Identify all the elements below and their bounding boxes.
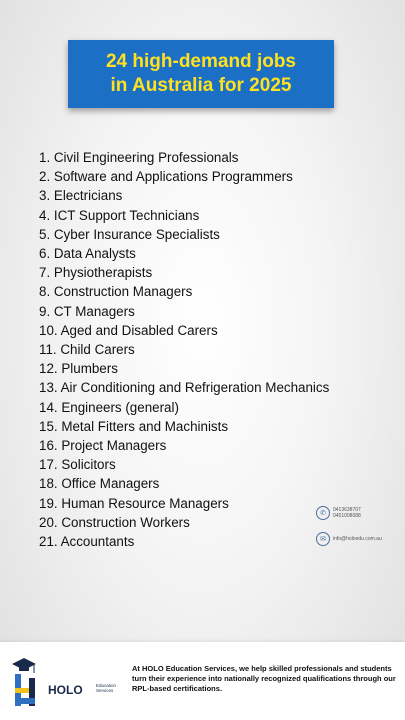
holo-logo	[10, 656, 130, 711]
job-item: 19. Human Resource Managers	[39, 495, 229, 511]
job-item: 1. Civil Engineering Professionals	[39, 150, 239, 165]
job-item: 3. Electricians	[39, 188, 123, 204]
title-line-2: in Australia for 2025	[110, 75, 292, 96]
job-item: 5. Cyber Insurance Specialists	[39, 226, 220, 242]
email-icon: ✉	[316, 532, 330, 546]
job-item: 16. Project Managers	[39, 438, 167, 454]
job-item: 8. Construction Managers	[39, 284, 193, 300]
job-item: 15. Metal Fitters and Machinists	[39, 418, 229, 434]
job-item: 10. Aged and Disabled Carers	[39, 322, 218, 338]
job-item: 2. Software and Applications Programmers	[39, 169, 293, 185]
logo-subtitle: Education Services	[96, 683, 117, 693]
job-item: 20. Construction Workers	[39, 514, 190, 530]
email-row	[316, 529, 382, 549]
job-item: 14. Engineers (general)	[39, 399, 179, 415]
phone-number-2[interactable]: 0451008088	[333, 513, 361, 519]
job-item: 7. Physiotherapists	[39, 265, 153, 281]
job-item: 12. Plumbers	[39, 361, 118, 377]
footer	[0, 642, 405, 720]
job-item: 17. Solicitors	[39, 457, 116, 473]
email-address[interactable]: info@holoedu.com.au	[333, 536, 382, 542]
footer-description: At HOLO Education Services, we help skilled professionals and students turn their experience into nationally recognized qualifications through our RPL-based certifications.	[132, 664, 396, 693]
phone-number-1[interactable]: 0413638707	[333, 507, 361, 513]
jobs-list	[39, 148, 329, 551]
job-item: 11. Child Carers	[39, 342, 135, 358]
phone-icon: ✆	[316, 506, 330, 520]
job-item: 9. CT Managers	[39, 303, 135, 319]
job-item: 21. Accountants	[39, 534, 135, 550]
phone-row	[316, 503, 382, 523]
title-line-1: 24 high-demand jobs	[105, 51, 297, 72]
job-item: 4. ICT Support Technicians	[39, 207, 200, 223]
logo-name: HOLO	[48, 683, 83, 697]
contact-block	[316, 503, 382, 555]
title-banner	[68, 40, 334, 108]
job-item: 18. Office Managers	[39, 476, 160, 492]
job-item: 6. Data Analysts	[39, 246, 136, 262]
job-item: 13. Air Conditioning and Refrigeration Mechanics	[39, 380, 330, 396]
